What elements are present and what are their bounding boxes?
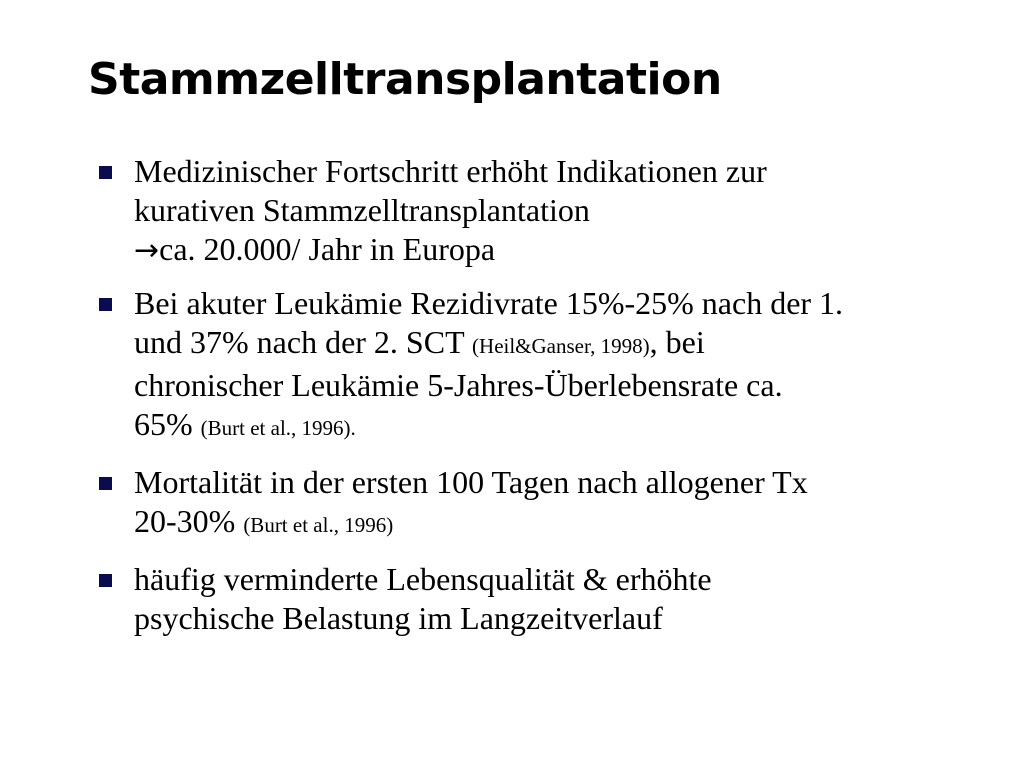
slide-title: Stammzelltransplantation xyxy=(88,54,722,105)
bullet-text: 20-30% xyxy=(134,503,236,539)
bullet-line xyxy=(134,323,995,366)
square-bullet-icon xyxy=(99,166,112,179)
citation: (Heil&Ganser, 1998) xyxy=(472,334,650,358)
citation: (Burt et al., 1996) xyxy=(243,513,394,537)
citation: (Burt et al., 1996). xyxy=(200,416,356,440)
bullet-item-relapse-rate xyxy=(95,284,995,448)
bullet-text: und 37% nach der 2. SCT xyxy=(134,324,465,360)
bullet-line xyxy=(134,230,995,269)
bullet-line: kurativen Stammzelltransplantation xyxy=(134,192,590,228)
square-bullet-icon xyxy=(99,477,112,490)
bullet-line xyxy=(134,502,995,545)
bullet-line: häufig verminderte Lebensqualität & erhöhte xyxy=(134,561,712,597)
arrow-text: ca. 20.000/ Jahr in Europa xyxy=(159,231,496,267)
bullet-item-mortality xyxy=(95,463,995,545)
right-arrow-icon: → xyxy=(134,233,160,268)
bullet-line: Mortalität in der ersten 100 Tagen nach allogener Tx xyxy=(134,464,808,500)
bullet-line: psychische Belastung im Langzeitverlauf xyxy=(134,600,663,636)
bullet-item-indications xyxy=(95,152,995,269)
bullet-line: Bei akuter Leukämie Rezidivrate 15%-25% nach der 1. xyxy=(134,285,844,321)
bullet-text: , bei xyxy=(649,324,705,360)
bullet-line: Medizinischer Fortschritt erhöht Indikationen zur xyxy=(134,153,767,189)
bullet-text: 65% xyxy=(134,406,193,442)
bullet-list xyxy=(95,152,995,653)
bullet-line: chronischer Leukämie 5-Jahres-Überlebensrate ca. xyxy=(134,367,783,403)
square-bullet-icon xyxy=(99,574,112,587)
square-bullet-icon xyxy=(99,298,112,311)
bullet-line xyxy=(134,405,995,448)
bullet-item-quality-of-life xyxy=(95,560,995,638)
